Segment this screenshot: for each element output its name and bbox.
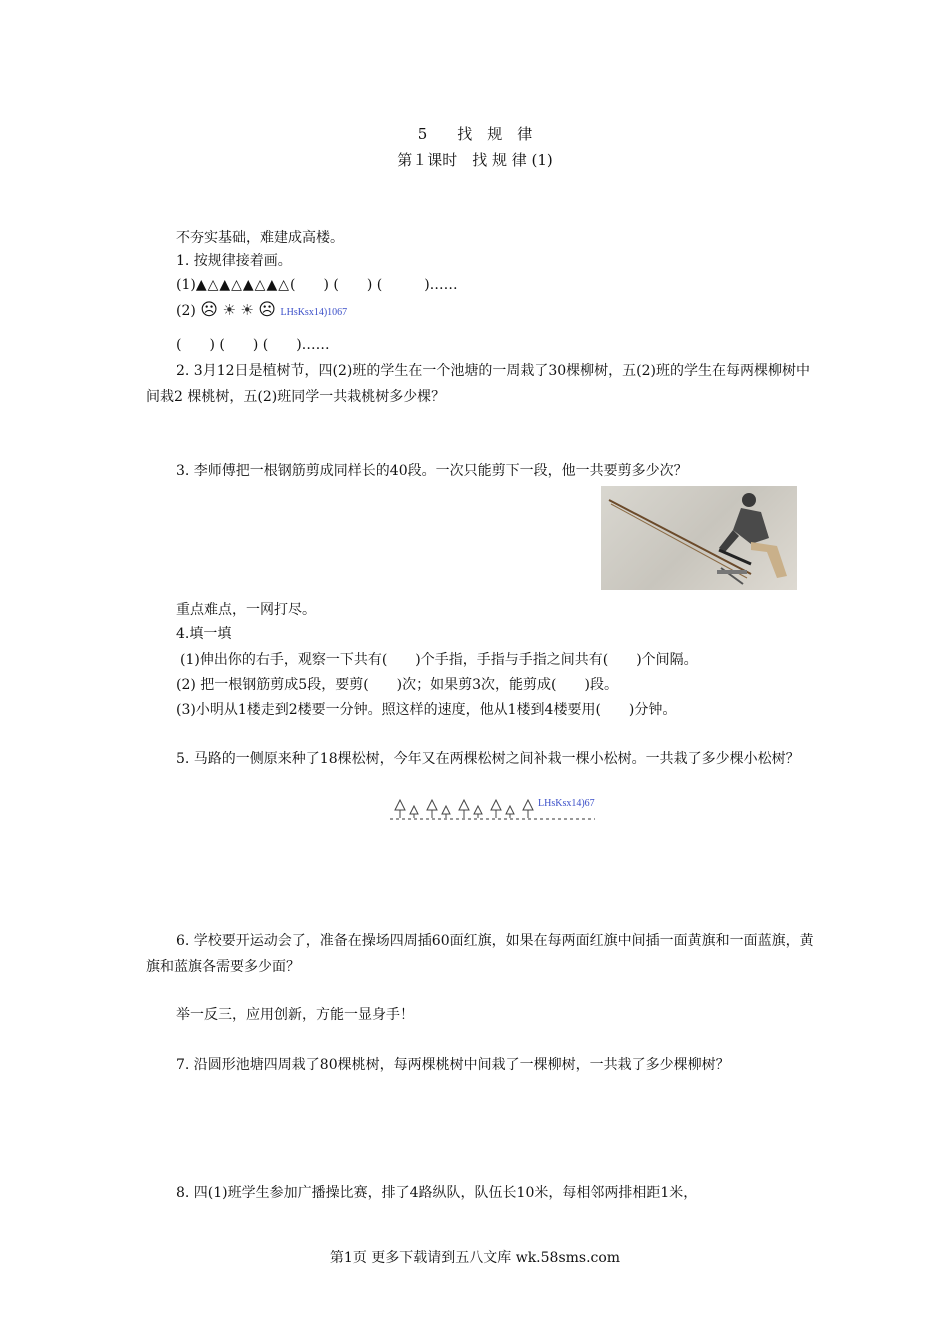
sun-icon: ☀: [222, 301, 236, 319]
question-1-part-1: [176, 274, 458, 294]
part-number: (1): [176, 277, 196, 293]
watermark-text: LHsKsx14)67: [538, 798, 595, 809]
question-1-part-2-blanks: ( ) ( ) ( )……: [176, 337, 330, 353]
chapter-title: 5 找 规 律: [417, 125, 533, 143]
question-7: 7. 沿圆形池塘四周栽了80棵桃树，每两棵桃树中间栽了一棵柳树，一共栽了多少棵柳树？: [176, 1057, 730, 1073]
answer-blanks: ( ) ( ) ( )……: [289, 277, 458, 293]
page-footer: 第1页 更多下载请到五八文库 wk.58sms.com: [329, 1250, 621, 1266]
question-8: 8. 四(1)班学生参加广播操比赛，排了4路纵队，队伍长10米，每相邻两排相距1米，: [176, 1185, 698, 1201]
part-number: (2): [176, 303, 196, 319]
question-2: 2. 3月12日是植树节，四(2)班的学生在一个池塘的一周栽了30棵柳树，五(2)班的学生在每两棵柳树中间栽2 棵桃树，五(2)班同学一共栽桃树多少棵？: [146, 363, 811, 405]
sad-face-icon: ☹: [258, 300, 277, 320]
section-heading-extension: 举一反三，应用创新，方能一显身手！: [176, 1007, 414, 1023]
sun-icon: ☀: [240, 301, 254, 319]
question-3: 3. 李师傅把一根钢筋剪成同样长的40段。一次只能剪下一段，他一共要剪多少次？: [176, 463, 688, 479]
section-heading-basics: 不夯实基础，难建成高楼。: [176, 230, 344, 246]
question-4-item-3: (3)小明从1楼走到2楼要一分钟。照这样的速度，他从1楼到4楼要用( )分钟。: [176, 702, 677, 718]
triangle-sequence: ▲△▲△▲△▲△: [195, 277, 290, 293]
sad-face-icon: ☹: [200, 300, 219, 320]
question-1-part-2: [176, 300, 347, 320]
section-heading-key-points: 重点难点，一网打尽。: [176, 602, 316, 618]
question-4-label: 4.填一填: [176, 626, 232, 642]
pine-tree-row-illustration: [390, 796, 600, 826]
question-4-item-1: (1)伸出你的右手，观察一下共有( )个手指，手指与手指之间共有( )个间隔。: [180, 652, 698, 668]
question-1-label: 1. 按规律接着画。: [176, 253, 292, 269]
question-6: 6. 学校要开运动会了，准备在操场四周插60面红旗，如果在每两面红旗中间插一面黄旗和一面蓝旗，黄旗和蓝旗各需要多少面？: [146, 933, 814, 975]
worker-cutting-rebar-photo: [601, 486, 797, 590]
watermark-text: LHsKsx14)1067: [280, 307, 348, 318]
question-4-item-2: (2) 把一根钢筋剪成5段，要剪( )次；如果剪3次，能剪成( )段。: [176, 677, 618, 693]
lesson-title: 第１课时 找 规 律 (1): [397, 151, 553, 169]
question-5: 5. 马路的一侧原来种了18棵松树，今年又在两棵松树之间补栽一棵小松树。一共栽了多少棵小松树？: [176, 751, 800, 767]
